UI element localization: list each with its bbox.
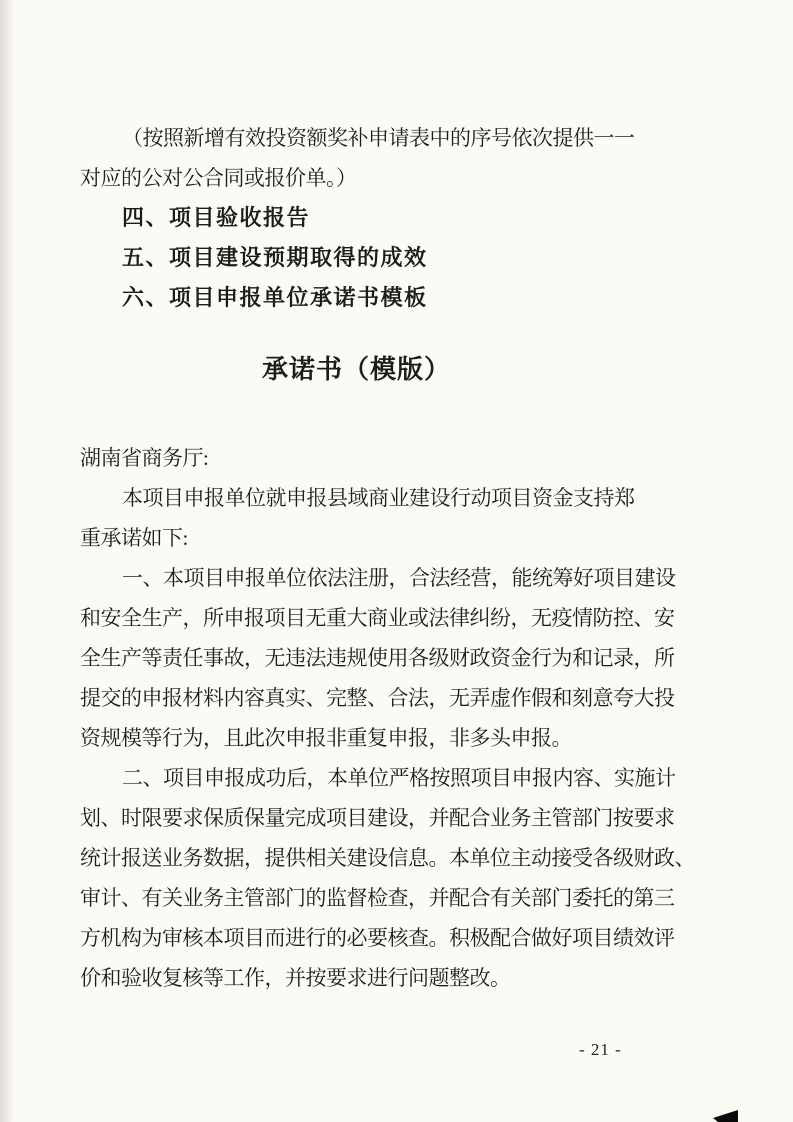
text-line: 统计报送业务数据，提供相关建设信息。本单位主动接受各级财政、 bbox=[80, 846, 695, 870]
letter-opening bbox=[80, 478, 721, 558]
letter-salutation: 湖南省商务厅: bbox=[80, 446, 209, 470]
text-line: 全生产等责任事故，无违法违规使用各级财政资金行为和记录，所 bbox=[80, 646, 675, 670]
text-line: 方机构为审核本项目而进行的必要核查。积极配合做好项目绩效评 bbox=[80, 926, 675, 950]
letter-title: 承诺书（模版） bbox=[261, 355, 451, 384]
attachment-items-list bbox=[80, 198, 721, 318]
text-line: 审计、有关业务主管部门的监督检查，并配合有关部门委托的第三 bbox=[80, 886, 675, 910]
text-line: 和安全生产，所申报项目无重大商业或法律纠纷，无疫情防控、安 bbox=[80, 606, 675, 630]
text-line: 二、项目申报成功后，本单位严格按照项目申报内容、实施计 bbox=[122, 766, 676, 790]
commitment-paragraph-2 bbox=[80, 758, 721, 998]
attachment-intro-note bbox=[80, 118, 721, 198]
text-line: 资规模等行为，且此次申报非重复申报，非多头申报。 bbox=[80, 726, 572, 750]
scan-artifact-corner-mark bbox=[713, 1110, 738, 1122]
page-number: - 21 - bbox=[579, 1040, 622, 1059]
text-line: 重承诺如下: bbox=[80, 526, 188, 550]
text-line: 一、本项目申报单位依法注册，合法经营，能统筹好项目建设 bbox=[122, 566, 676, 590]
text-line: 价和验收复核等工作，并按要求进行问题整改。 bbox=[80, 966, 511, 990]
text-line: （按照新增有效投资额奖补申请表中的序号依次提供一一 bbox=[122, 126, 635, 150]
text-line: 五、项目建设预期取得的成效 bbox=[122, 245, 428, 270]
document-content bbox=[80, 118, 721, 998]
text-line: 四、项目验收报告 bbox=[122, 205, 311, 230]
text-line: 对应的公对公合同或报价单。） bbox=[80, 166, 357, 190]
text-line: 本项目申报单位就申报县域商业建设行动项目资金支持郑 bbox=[122, 486, 635, 510]
text-line: 划、时限要求保质保量完成项目建设，并配合业务主管部门按要求 bbox=[80, 806, 675, 830]
commitment-paragraph-1 bbox=[80, 558, 721, 758]
text-line: 六、项目申报单位承诺书模板 bbox=[122, 285, 428, 310]
text-line: 提交的申报材料内容真实、完整、合法，无弄虚作假和刻意夸大投 bbox=[80, 686, 675, 710]
